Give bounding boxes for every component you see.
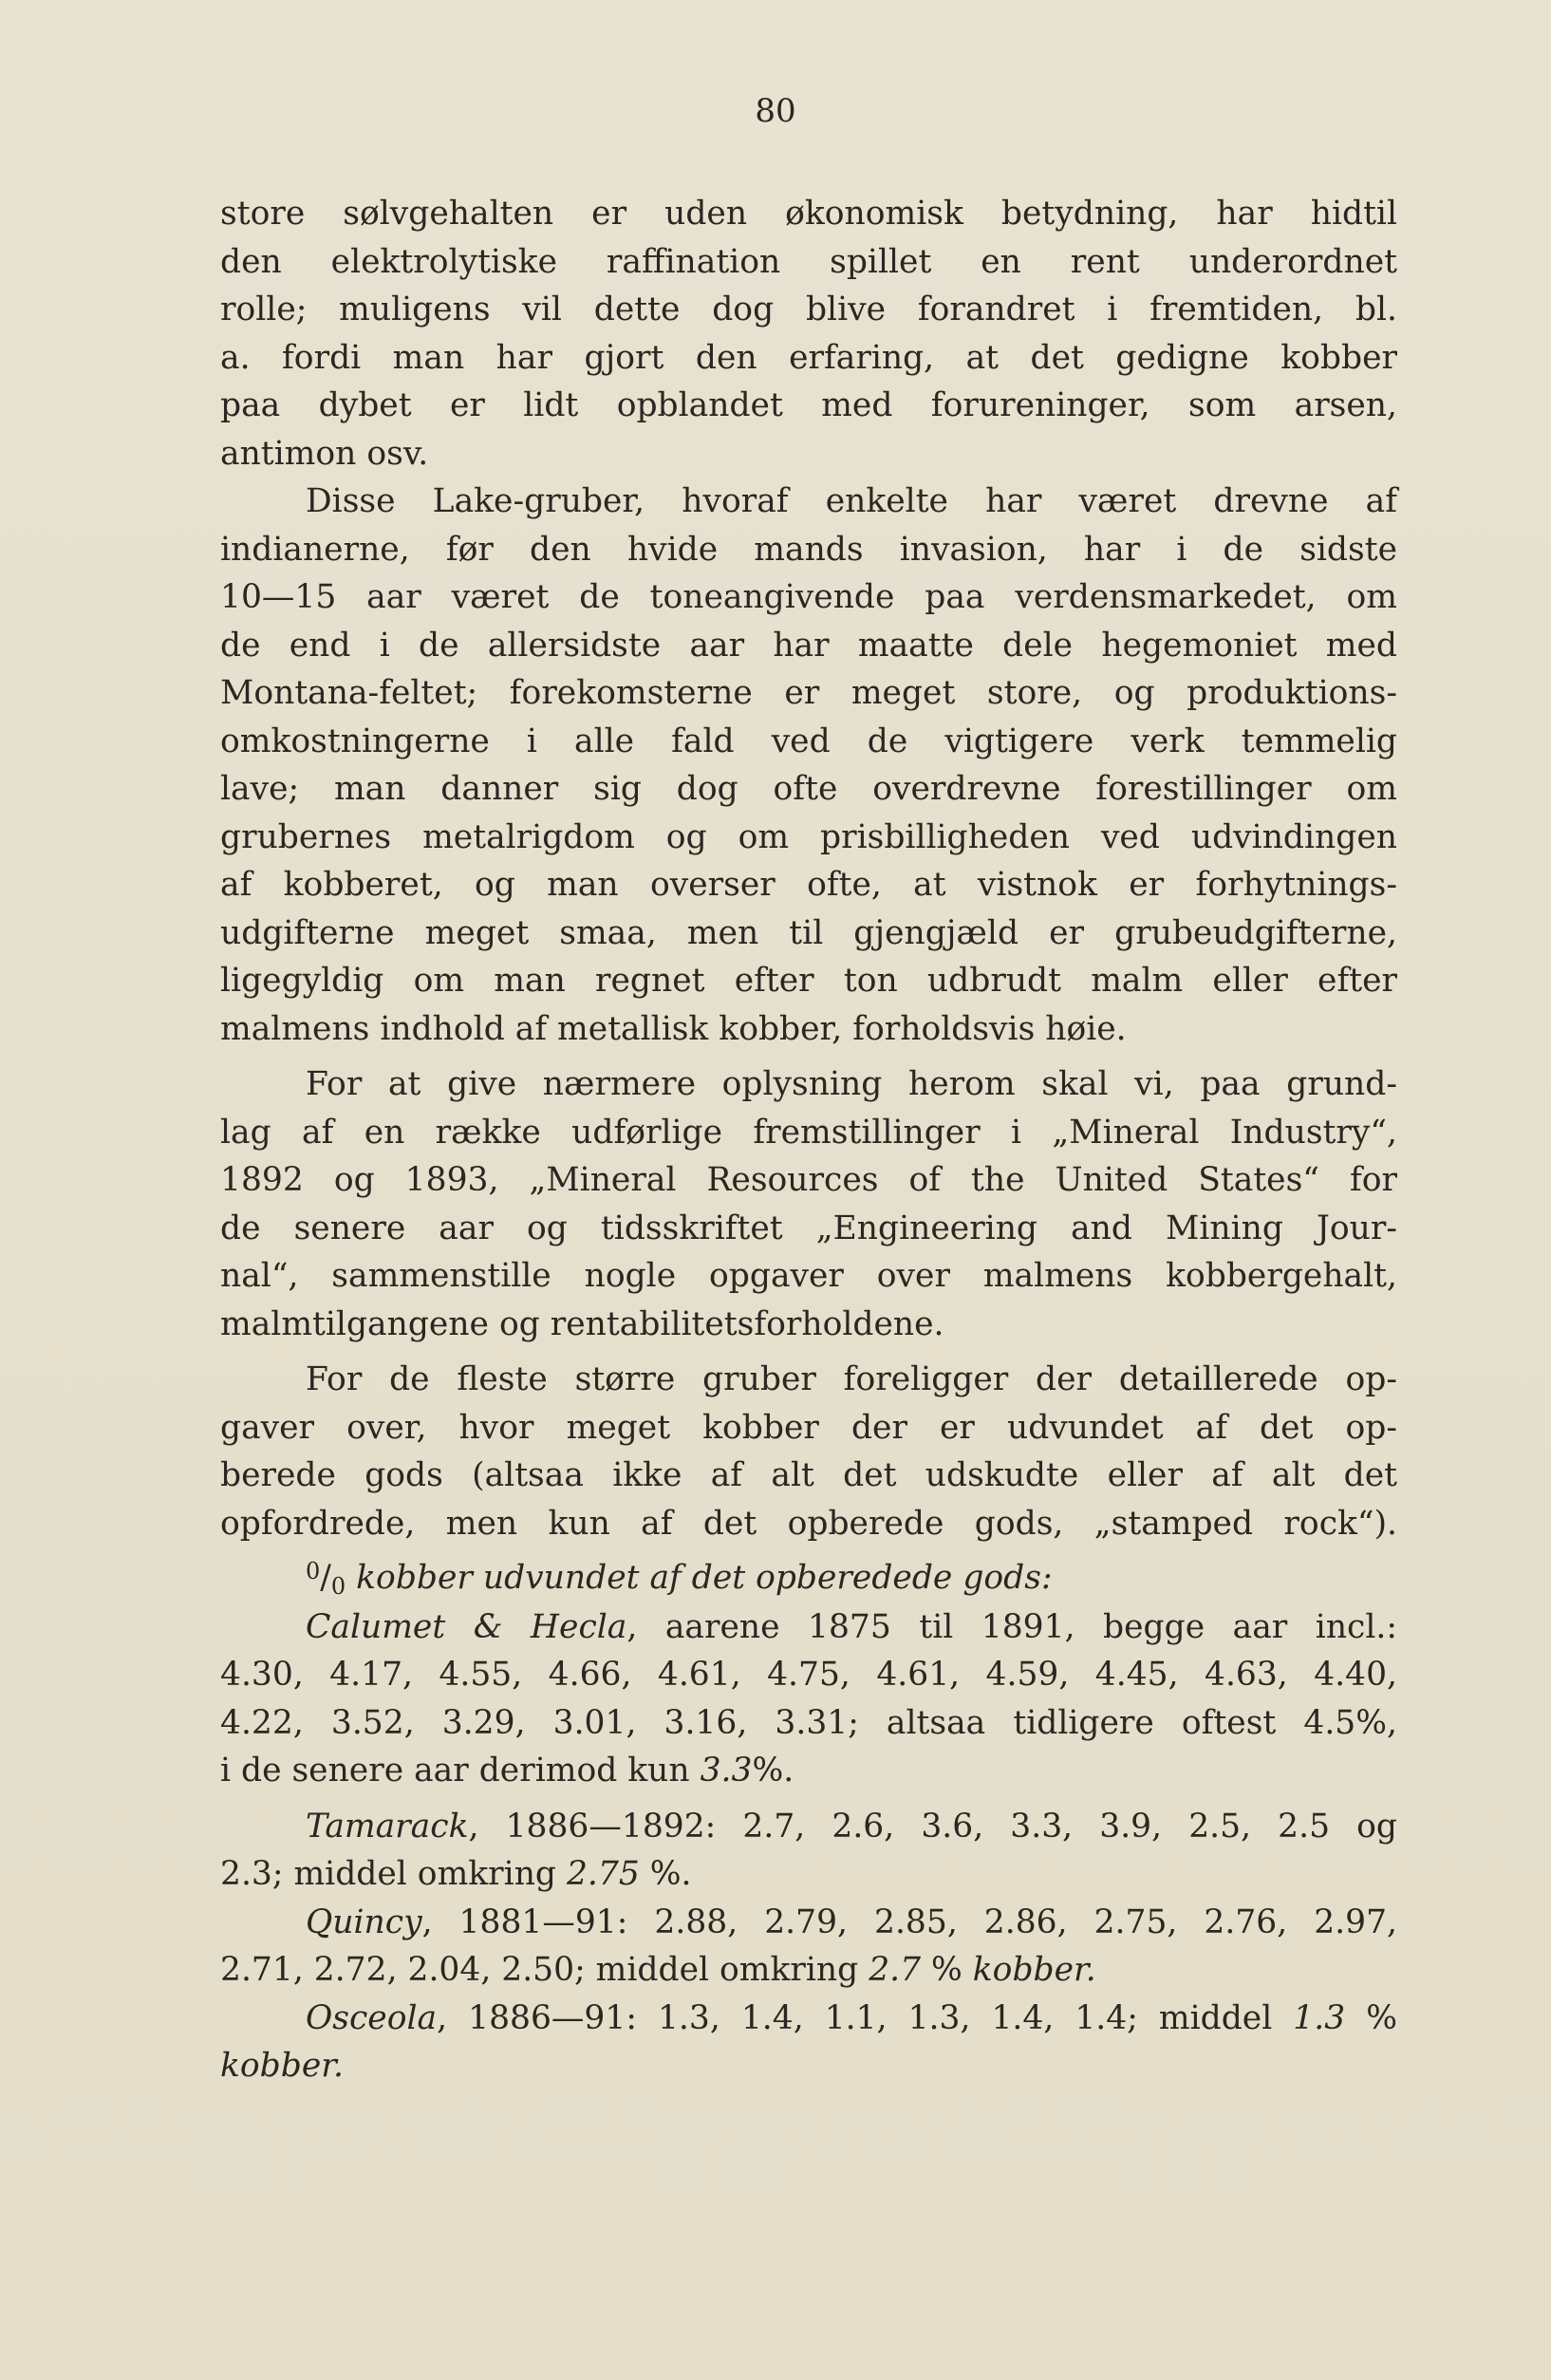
value-span: 3.3: [700, 1752, 753, 1790]
text-line: malmtilgangene og rentabilitetsforholdene.: [220, 1304, 944, 1343]
text-span: 2.71, 2.72, 2.04, 2.50; middel omkring: [220, 1951, 869, 1989]
value-span: 2.75: [566, 1855, 640, 1893]
text-line: Disse Lake-gruber, hvoraf enkelte har været drevne af: [306, 482, 1397, 520]
percent-sub: 0: [330, 1573, 346, 1600]
text-line: gaver over, hvor meget kobber der er udvundet af det op-: [220, 1408, 1397, 1447]
text-span: 2.3; middel omkring: [220, 1855, 567, 1893]
value-span: kobber.: [972, 1951, 1096, 1989]
mine-quincy: [220, 1899, 1397, 1995]
text-span: , 1886—91: 1.3, 1.4, 1.1, 1.3, 1.4, 1.4; middel: [437, 1998, 1294, 2037]
text-line: ligegyldig om man regnet efter ton udbrudt malm eller efter: [220, 962, 1397, 1000]
text-span: %: [1345, 1998, 1397, 2037]
text-line: a. fordi man har gjort den erfaring, at det gedigne kobber: [220, 338, 1397, 377]
text-line: den elektrolytiske raffination spillet en rent underordnet: [220, 242, 1397, 281]
text-line: omkostningerne i alle fald ved de vigtigere verk temmelig: [220, 721, 1397, 760]
value-span: 2.7: [869, 1951, 922, 1989]
text-line: paa dybet er lidt opblandet med forureninger, som arsen,: [220, 386, 1397, 424]
text-span: , 1881—91: 2.88, 2.79, 2.85, 2.86, 2.75, 2.76, 2.97,: [421, 1902, 1397, 1941]
section-heading: [220, 1547, 1397, 1600]
paragraph-4: [220, 1356, 1397, 1547]
text-span: , aarene 1875 til 1891, begge aar incl.:: [626, 1607, 1397, 1646]
body-text: [220, 190, 1397, 2090]
text-line: [220, 1899, 1397, 1947]
text-span: %: [921, 1951, 973, 1989]
heading-text: kobber udvundet af det opberedede gods:: [356, 1559, 1053, 1597]
text-line: lag af en række udførlige fremstillinger i „Mineral Industry“,: [220, 1113, 1397, 1152]
mine-tamarack: [220, 1803, 1397, 1899]
text-span: i de senere aar derimod kun: [220, 1752, 701, 1790]
mine-osceola: [220, 1995, 1397, 2090]
mine-name: Quincy: [306, 1902, 422, 1941]
mine-name: Calumet & Hecla: [306, 1607, 627, 1646]
text-line: 10—15 aar været de toneangivende paa verdensmarkedet, om: [220, 578, 1397, 616]
text-span: %.: [639, 1855, 692, 1893]
text-line: [220, 2042, 1397, 2090]
text-line: indianerne, før den hvide mands invasion, har i de sidste: [220, 530, 1397, 569]
text-line: 1892 og 1893, „Mineral Resources of the United States“ for: [220, 1161, 1397, 1199]
percent-sup: 0: [306, 1558, 321, 1584]
text-line: For at give nærmere oplysning herom skal vi, paa grund-: [306, 1065, 1397, 1103]
percent-slash: /: [320, 1559, 331, 1597]
text-line: grubernes metalrigdom og om prisbilligheden ved udvindingen: [220, 817, 1397, 856]
text-line: [220, 1850, 1397, 1899]
text-line: nal“, sammenstille nogle opgaver over malmens kobbergehalt,: [220, 1257, 1397, 1295]
text-line: af kobberet, og man overser ofte, at vistnok er forhytnings-: [220, 866, 1397, 904]
text-line: [220, 1603, 1397, 1652]
text-line: lave; man danner sig dog ofte overdrevne forestillinger om: [220, 770, 1397, 808]
mine-calumet: [220, 1603, 1397, 1795]
text-span: %.: [752, 1752, 794, 1790]
text-line: antimon osv.: [220, 434, 429, 473]
text-line: For de fleste større gruber foreligger der detaillerede op-: [306, 1360, 1397, 1398]
text-line: [220, 1803, 1397, 1851]
text-line: berede gods (altsaa ikke af alt det udskudte eller af alt det: [220, 1456, 1397, 1494]
paragraph-2: [220, 478, 1397, 1053]
text-line: de senere aar og tidsskriftet „Engineering and Mining Jour-: [220, 1209, 1397, 1247]
value-span: kobber.: [220, 2047, 344, 2085]
text-line: 4.22, 3.52, 3.29, 3.01, 3.16, 3.31; altsaa tidligere oftest 4.5%,: [220, 1703, 1397, 1742]
text-line: udgifterne meget smaa, men til gjengjæld er grubeudgifterne,: [220, 913, 1397, 952]
mine-name: Osceola: [306, 1998, 438, 2037]
text-line: [220, 1747, 1397, 1795]
value-span: 1.3: [1293, 1998, 1346, 2037]
paragraph-1: [220, 190, 1397, 478]
text-line: opfordrede, men kun af det opberede gods, „stamped rock“).: [220, 1504, 1397, 1543]
page-number: 80: [755, 92, 796, 130]
text-line: Montana-feltet; forekomsterne er meget store, og produktions-: [220, 674, 1397, 712]
text-line: [220, 1946, 1397, 1995]
text-span: , 1886—1892: 2.7, 2.6, 3.6, 3.3, 3.9, 2.5, 2.5 og: [468, 1807, 1397, 1846]
mine-name: Tamarack: [306, 1807, 469, 1846]
text-line: malmens indhold af metallisk kobber, forholdsvis høie.: [220, 1009, 1127, 1048]
text-line: store sølvgehalten er uden økonomisk betydning, har hidtil: [220, 195, 1397, 233]
text-line: rolle; muligens vil dette dog blive forandret i fremtiden, bl.: [220, 290, 1397, 328]
text-line: [220, 1995, 1397, 2043]
text-line: 4.30, 4.17, 4.55, 4.66, 4.61, 4.75, 4.61, 4.59, 4.45, 4.63, 4.40,: [220, 1656, 1397, 1694]
paragraph-3: [220, 1060, 1397, 1348]
text-line: de end i de allersidste aar har maatte dele hegemoniet med: [220, 626, 1397, 665]
